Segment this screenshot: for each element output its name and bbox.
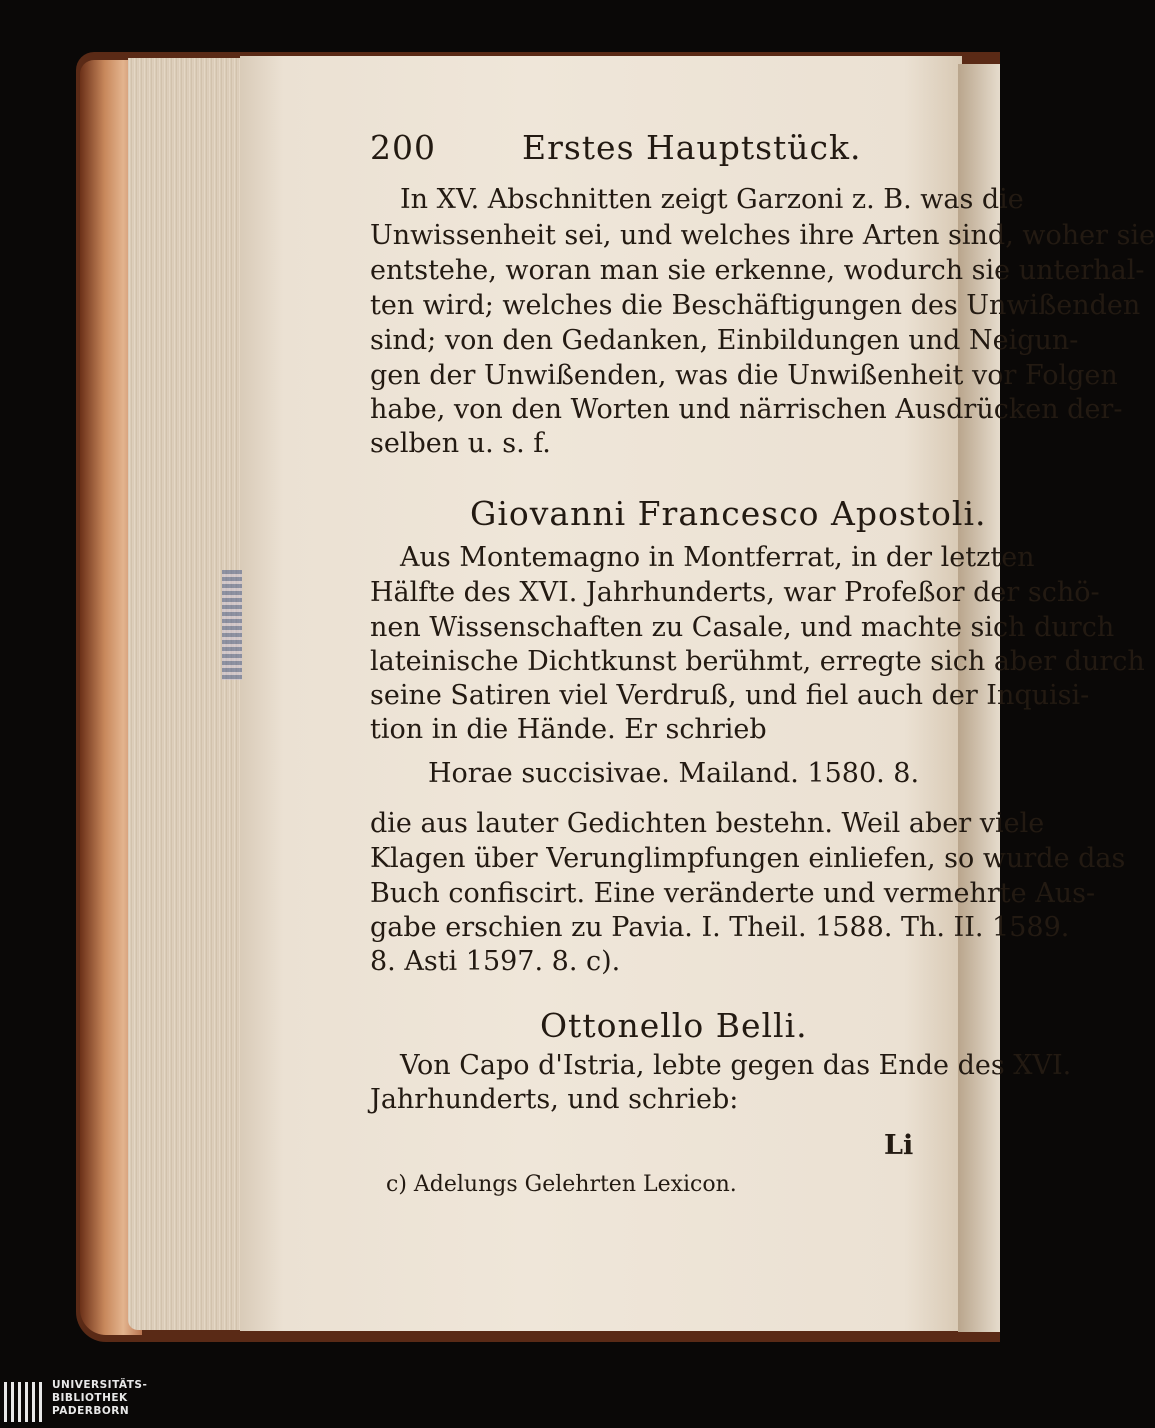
catchword: Li	[884, 1130, 914, 1161]
paragraph-1-line: Unwissenheit sei, und welches ihre Arten sind, woher sie	[370, 220, 1155, 251]
paragraph-2-line: seine Satiren viel Verdruß, und fiel auch der Inquisi-	[370, 680, 1090, 711]
paragraph-2-line: tion in die Hände. Er schrieb	[370, 714, 767, 745]
paragraph-1-line: selben u. s. f.	[370, 428, 551, 459]
paragraph-3-line: Klagen über Verunglimpfungen einliefen, so wurde das	[370, 843, 1126, 874]
logo-line: UNIVERSITÄTS-	[52, 1379, 148, 1391]
paragraph-1-line: entstehe, woran man sie erkenne, wodurch sie unterhal-	[370, 255, 1145, 286]
page-number: 200	[370, 128, 436, 167]
paragraph-2-line: Hälfte des XVI. Jahrhunderts, war Profeßor der schö-	[370, 577, 1100, 608]
logo-line: BIBLIOTHEK	[52, 1392, 128, 1404]
book-title-entry: Horae succisivae. Mailand. 1580. 8.	[428, 758, 920, 789]
library-logo-text	[52, 1379, 147, 1418]
section-heading: Ottonello Belli.	[540, 1006, 808, 1045]
paragraph-2-line: Aus Montemagno in Montferrat, in der letzten	[400, 542, 1035, 573]
paragraph-1-line: sind; von den Gedanken, Einbildungen und Neigun-	[370, 325, 1079, 356]
gutter-stamp	[222, 570, 242, 680]
paragraph-3-line: die aus lauter Gedichten bestehn. Weil aber viele	[370, 808, 1045, 839]
logo-line: PADERBORN	[52, 1405, 130, 1417]
library-logo	[0, 1376, 200, 1428]
paragraph-4-line: Von Capo d'Istria, lebte gegen das Ende des XVI.	[400, 1050, 1072, 1081]
paragraph-3-line: 8. Asti 1597. 8. c).	[370, 946, 621, 977]
running-head: Erstes Hauptstück.	[522, 128, 862, 167]
paragraph-1-line: gen der Unwißenden, was die Unwißenheit vor Folgen	[370, 360, 1118, 391]
paragraph-2-line: nen Wissenschaften zu Casale, und machte sich durch	[370, 612, 1115, 643]
paragraph-1-line: habe, von den Worten und närrischen Ausdrücken der-	[370, 394, 1123, 425]
paragraph-3-line: Buch confiscirt. Eine veränderte und vermehrte Aus-	[370, 878, 1096, 909]
paragraph-3-line: gabe erschien zu Pavia. I. Theil. 1588. Th. II. 1589.	[370, 912, 1070, 943]
paragraph-2-line: lateinische Dichtkunst berühmt, erregte sich aber durch	[370, 646, 1145, 677]
page-edges	[128, 58, 258, 1330]
library-logo-icon	[4, 1382, 44, 1422]
paragraph-1-line: In XV. Abschnitten zeigt Garzoni z. B. was die	[400, 184, 1024, 215]
paragraph-1-line: ten wird; welches die Beschäftigungen des Unwißenden	[370, 290, 1141, 321]
section-heading: Giovanni Francesco Apostoli.	[470, 494, 987, 533]
paragraph-4-line: Jahrhunderts, und schrieb:	[370, 1084, 739, 1115]
footnote: c) Adelungs Gelehrten Lexicon.	[386, 1172, 737, 1197]
